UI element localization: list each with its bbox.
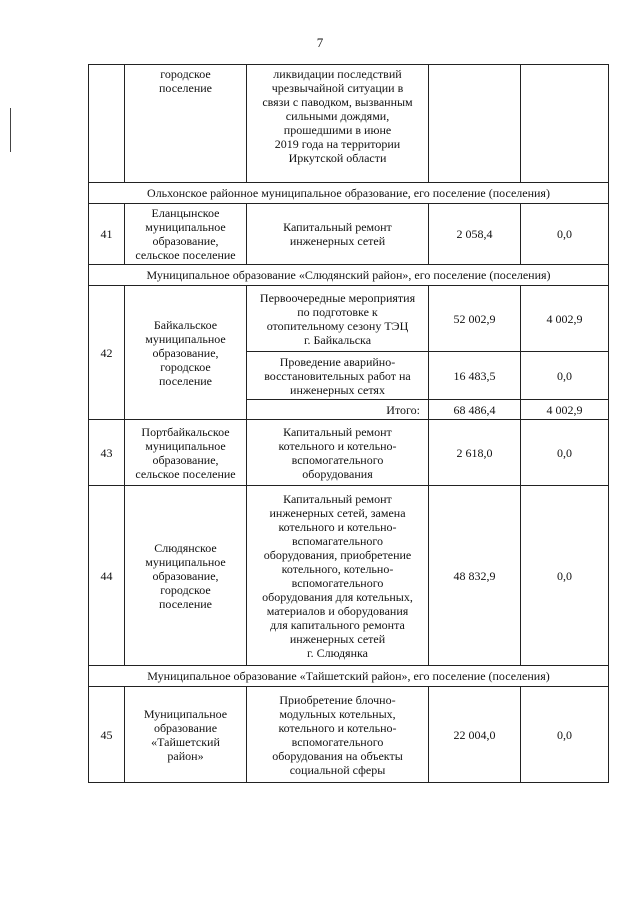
amount-secondary: 0,0: [521, 687, 609, 783]
total-label: Итого:: [247, 400, 429, 420]
section-title: Муниципальное образование «Тайшетский район», его поселение (поселения): [89, 666, 609, 687]
row-number: 42: [89, 286, 125, 420]
section-row: [89, 265, 609, 286]
event-description: Капитальный ремонт инженерных сетей, замена котельного и котельно- вспомагательного оборудования, приобретение котельного, котельно- вспомогательного оборудования для котельных, материалов и оборудования для капитального ремонта инженерных сетей г. Слюдянка: [247, 486, 429, 666]
event-description: Капитальный ремонт котельного и котельно- вспомогательного оборудования: [247, 420, 429, 486]
amount-cell: [521, 65, 609, 183]
amount-secondary: 0,0: [521, 420, 609, 486]
amount-total: 2 618,0: [429, 420, 521, 486]
amount-total: 16 483,5: [429, 352, 521, 400]
section-title: Ольхонское районное муниципальное образование, его поселение (поселения): [89, 183, 609, 204]
amount-total: 22 004,0: [429, 687, 521, 783]
row-number: 41: [89, 204, 125, 265]
event-description: Приобретение блочно- модульных котельных, котельного и котельно- вспомогательного оборудования на объекты социальной сферы: [247, 687, 429, 783]
table-row: [89, 687, 609, 783]
municipality-name: Муниципальное образование «Тайшетский район»: [125, 687, 247, 783]
amount-secondary: 0,0: [521, 204, 609, 265]
table-row: [89, 204, 609, 265]
section-row: [89, 666, 609, 687]
table-row: [89, 486, 609, 666]
event-description: Капитальный ремонт инженерных сетей: [247, 204, 429, 265]
amount-total: 48 832,9: [429, 486, 521, 666]
municipality-name: Слюдянское муниципальное образование, городское поселение: [125, 486, 247, 666]
table-row: [89, 286, 609, 352]
total-amount-secondary: 4 002,9: [521, 400, 609, 420]
event-description: ликвидации последствий чрезвычайной ситуации в связи с паводком, вызванным сильными дождями, прошедшими в июне 2019 года на территории Иркутской области: [247, 65, 429, 183]
municipality-name: городское поселение: [125, 65, 247, 183]
municipality-name: Портбайкальское муниципальное образование, сельское поселение: [125, 420, 247, 486]
table-row: [89, 420, 609, 486]
amount-secondary: 0,0: [521, 352, 609, 400]
section-row: [89, 183, 609, 204]
page-number: 7: [316, 35, 324, 50]
funding-table: [88, 64, 609, 783]
amount-secondary: 4 002,9: [521, 286, 609, 352]
event-description: Первоочередные мероприятия по подготовке к отопительному сезону ТЭЦ г. Байкальска: [247, 286, 429, 352]
row-number: 43: [89, 420, 125, 486]
amount-total: 52 002,9: [429, 286, 521, 352]
margin-mark: [10, 108, 11, 152]
row-number: 44: [89, 486, 125, 666]
row-number: 45: [89, 687, 125, 783]
amount-total: 2 058,4: [429, 204, 521, 265]
municipality-name: Байкальское муниципальное образование, городское поселение: [125, 286, 247, 420]
total-amount: 68 486,4: [429, 400, 521, 420]
municipality-name: Еланцынское муниципальное образование, сельское поселение: [125, 204, 247, 265]
amount-cell: [429, 65, 521, 183]
amount-secondary: 0,0: [521, 486, 609, 666]
event-description: Проведение аварийно- восстановительных работ на инженерных сетях: [247, 352, 429, 400]
section-title: Муниципальное образование «Слюдянский район», его поселение (поселения): [89, 265, 609, 286]
table-row: [89, 65, 609, 183]
row-number-cell: [89, 65, 125, 183]
